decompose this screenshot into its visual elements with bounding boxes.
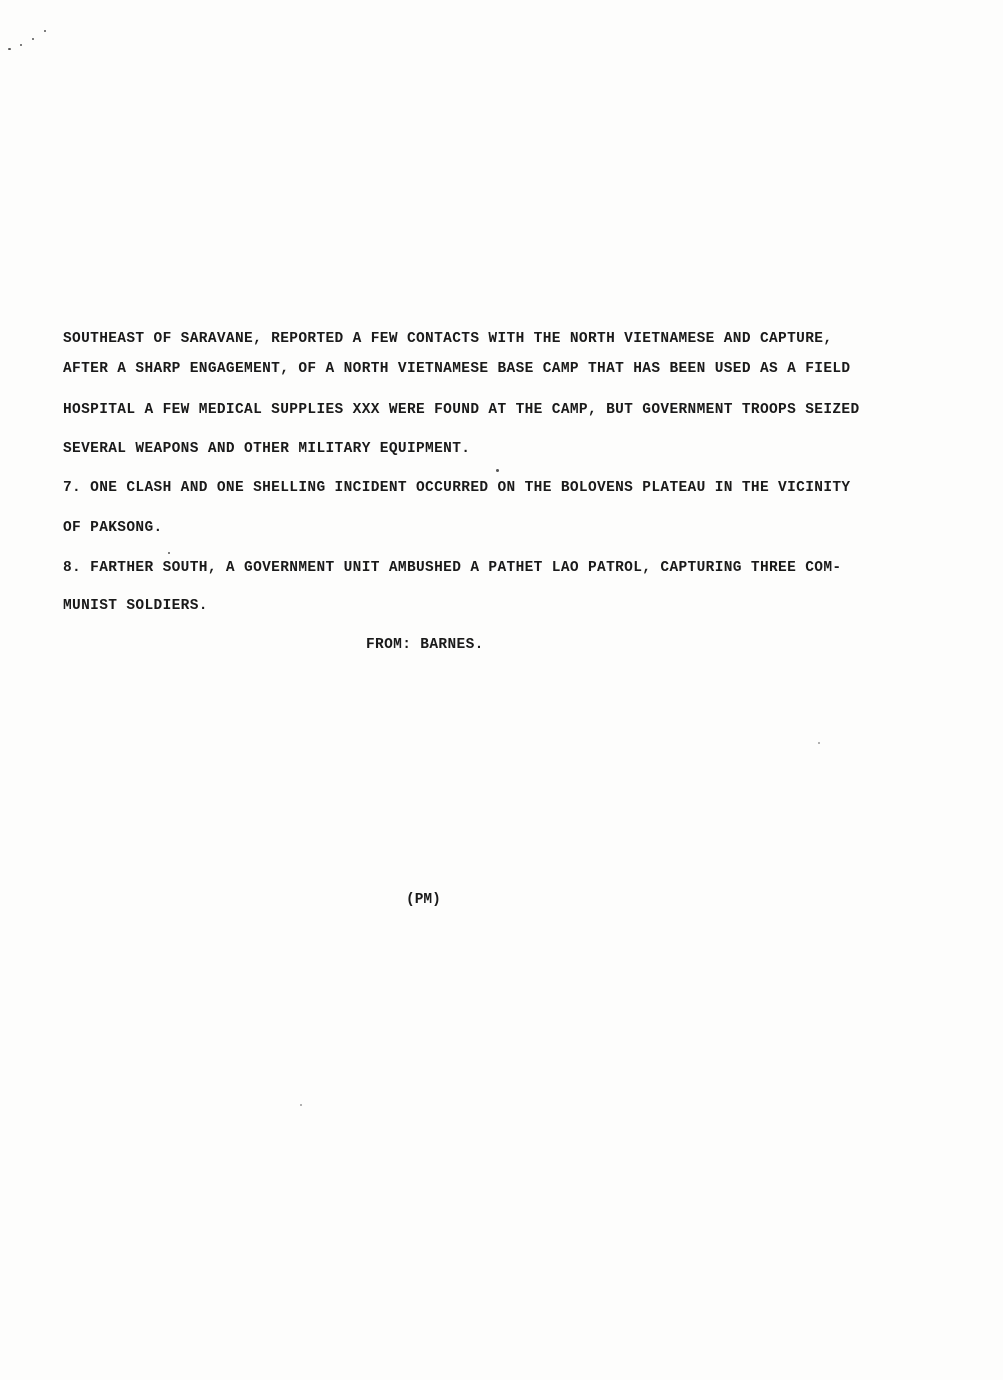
body-line-3: HOSPITAL A FEW MEDICAL SUPPLIES XXX WERE FOUND AT THE CAMP, BUT GOVERNMENT TROOPS SEIZED	[63, 402, 860, 418]
body-line-7: 8. FARTHER SOUTH, A GOVERNMENT UNIT AMBUSHED A PATHET LAO PATROL, CAPTURING THREE COM-	[63, 560, 842, 576]
from-line: FROM: BARNES.	[366, 637, 484, 653]
body-line-5: 7. ONE CLASH AND ONE SHELLING INCIDENT OCCURRED ON THE BOLOVENS PLATEAU IN THE VICINITY	[63, 480, 851, 496]
scan-speck	[168, 552, 170, 554]
scan-speck	[8, 48, 11, 50]
body-line-8: MUNIST SOLDIERS.	[63, 598, 208, 614]
scan-speck	[20, 44, 22, 46]
scan-speck	[496, 469, 499, 472]
scan-speck	[32, 38, 34, 40]
body-line-4: SEVERAL WEAPONS AND OTHER MILITARY EQUIPMENT.	[63, 441, 471, 457]
footer-initials: (PM)	[406, 892, 441, 908]
body-line-2: AFTER A SHARP ENGAGEMENT, OF A NORTH VIETNAMESE BASE CAMP THAT HAS BEEN USED AS A FIELD	[63, 361, 851, 377]
body-line-1: SOUTHEAST OF SARAVANE, REPORTED A FEW CONTACTS WITH THE NORTH VIETNAMESE AND CAPTURE,	[63, 331, 833, 347]
scan-speck	[44, 30, 46, 32]
scan-speck	[300, 1104, 302, 1106]
body-line-6: OF PAKSONG.	[63, 520, 163, 536]
scan-speck	[818, 742, 820, 744]
